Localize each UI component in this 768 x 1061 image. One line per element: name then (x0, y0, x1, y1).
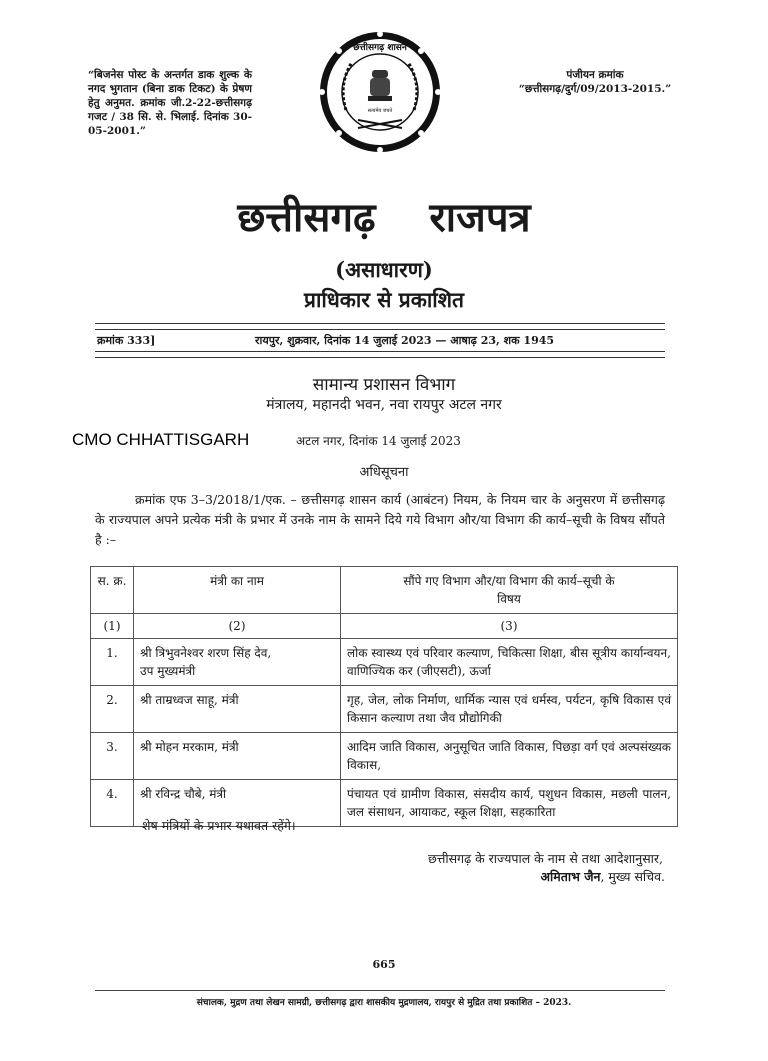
row-subjects: आदिम जाति विकास, अनुसूचित जाति विकास, पिछड़ा वर्ग एवं अल्पसंख्यक विकास, (341, 733, 678, 780)
emblem-motto: सत्यमेव जयते (367, 108, 393, 114)
signature-block (541, 868, 666, 885)
row-serial: 3. (91, 733, 134, 780)
signatory-title: , मुख्य सचिव. (600, 869, 665, 884)
gazette-subtitle: (असाधारण) (335, 257, 433, 282)
signatory-name: अमिताभ जैन (540, 869, 601, 884)
header-serial: स. क्र. (91, 567, 134, 614)
issue-date: रायपुर, शुक्रवार, दिनांक 14 जुलाई 2023 — आषाढ़ 23, शक 1945 (255, 334, 555, 347)
table-row (91, 733, 678, 780)
row-minister: श्री त्रिभुवनेश्वर शरण सिंह देव, उप मुख्यमंत्री (134, 639, 341, 686)
col-number: (3) (341, 614, 678, 639)
chhattisgarh-emblem-seal (318, 30, 442, 154)
emblem-ring-text: छत्तीसगढ़ शासन (353, 43, 407, 53)
registration-note (500, 68, 690, 96)
order-line: छत्तीसगढ़ के राज्यपाल के नाम से तथा आदेशानुसार, (427, 851, 663, 866)
row-serial: 4. (91, 780, 134, 827)
registration-number: “छत्तीसगढ़/दुर्ग/09/2013-2015.” (518, 83, 672, 95)
row-subjects: गृह, जेल, लोक निर्माण, धार्मिक न्यास एवं धर्मस्व, पर्यटन, कृषि विकास एवं किसान कल्याण तथा जैव प्रौद्योगिकी (341, 686, 678, 733)
header-rule-bottom (95, 351, 665, 358)
authority-line: प्राधिकार से प्रकाशित (304, 287, 464, 312)
header-subjects: सौंपे गए विभाग और/या विभाग की कार्य–सूची के विषय (341, 567, 678, 614)
issue-number: क्रमांक 333] (97, 334, 156, 347)
row-minister: श्री ताम्रध्वज साहू, मंत्री (134, 686, 341, 733)
row-subjects: लोक स्वास्थ्य एवं परिवार कल्याण, चिकित्सा शिक्षा, बीस सूत्रीय कार्यान्वयन, वाणिज्यिक कर (जीएसटी), ऊर्जा (341, 639, 678, 686)
footer-rule (95, 990, 665, 991)
portfolio-table (90, 566, 678, 827)
row-serial: 2. (91, 686, 134, 733)
table-row (91, 639, 678, 686)
gazette-title: छत्तीसगढ़ राजपत्र (237, 194, 531, 241)
notification-paragraph: क्रमांक एफ 3–3/2018/1/एक. – छत्तीसगढ़ शासन कार्य (आबंटन) नियम, के नियम चार के अनुसरण में छत्तीसगढ़ के राज्यपाल अपने प्रत्येक मंत्री के प्रभार में उनके नाम के सामने दिये गये विभाग और/या विभाग की कार्य–सूची के विषय सौंपते है :– (95, 492, 665, 547)
col-number: (2) (134, 614, 341, 639)
header-minister: मंत्री का नाम (134, 567, 341, 614)
department-address: मंत्रालय, महानदी भवन, नवा रायपुर अटल नगर (266, 397, 502, 413)
page-number: 665 (372, 958, 396, 971)
table-row (91, 686, 678, 733)
column-number-row (91, 614, 678, 639)
notification-heading: अधिसूचना (359, 465, 409, 480)
printer-note: संचालक, मुद्रण तथा लेखन सामग्री, छत्तीसगढ़ द्वारा शासकीय मुद्रणालय, रायपुर से मुद्रित तथा प्रकाशित – 2023. (196, 998, 572, 1008)
row-minister: श्री मोहन मरकाम, मंत्री (134, 733, 341, 780)
table-header-row (91, 567, 678, 614)
remaining-ministers-note: शेष मंत्रियों के प्रभार यथावत रहेंगे। (142, 818, 296, 833)
row-minister: श्री रविन्द्र चौबे, मंत्री (134, 780, 341, 827)
registration-label: पंजीयन क्रमांक (566, 69, 624, 81)
header-rule-top (95, 323, 665, 330)
notice-date: अटल नगर, दिनांक 14 जुलाई 2023 (296, 434, 461, 448)
col-number: (1) (91, 614, 134, 639)
row-subjects: पंचायत एवं ग्रामीण विकास, संसदीय कार्य, पशुधन विकास, मछली पालन, जल संसाधन, आयाकट, स्कूल शिक्षा, सहकारिता (341, 780, 678, 827)
cmo-watermark: CMO CHHATTISGARH (72, 430, 250, 449)
postal-permit-note: “बिजनेस पोस्ट के अन्तर्गत डाक शुल्क के नगद भुगतान (बिना डाक टिकट) के प्रेषण हेतु अनुमत. क्रमांक जी.2-22-छत्तीसगढ़ गजट / 38 सि. से. भिलाई. दिनांक 30-05-2001.” (88, 69, 252, 137)
row-serial: 1. (91, 639, 134, 686)
department-name: सामान्य प्रशासन विभाग (312, 375, 456, 395)
